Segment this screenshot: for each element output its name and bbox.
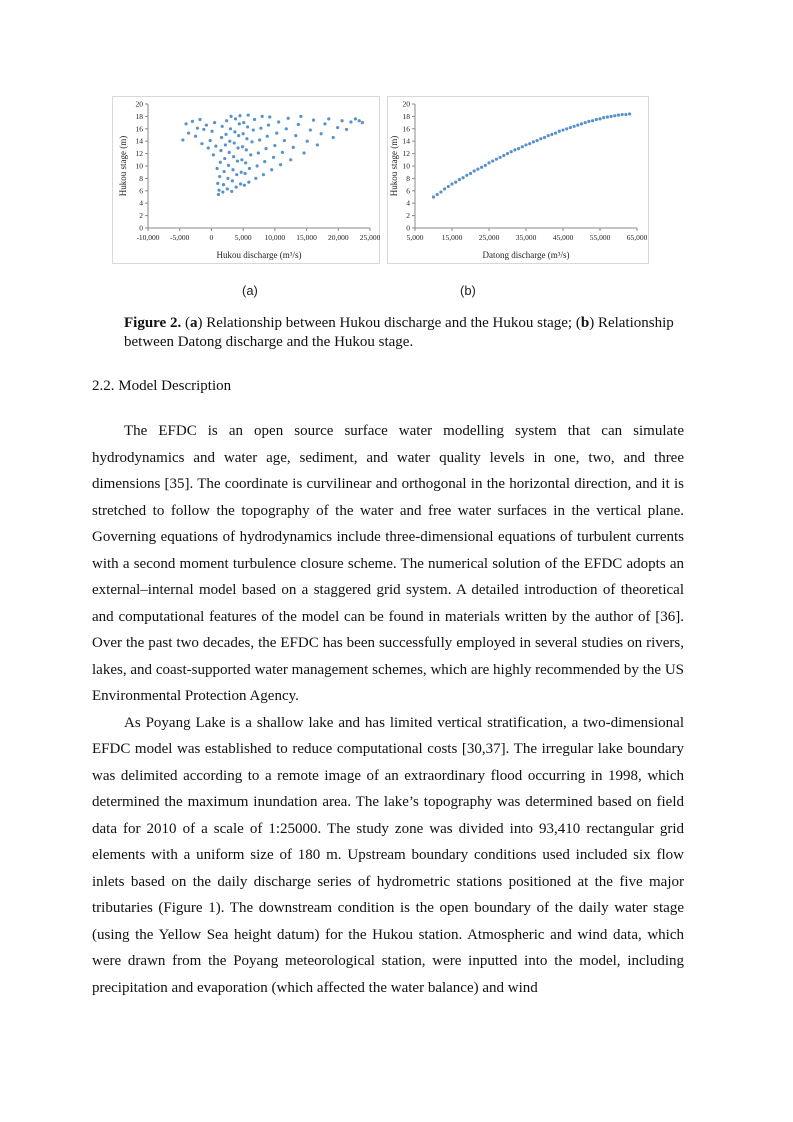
data-point bbox=[224, 133, 227, 136]
data-point bbox=[309, 128, 312, 131]
data-point bbox=[243, 184, 246, 187]
y-tick-label: 8 bbox=[139, 173, 143, 183]
data-point bbox=[264, 147, 267, 150]
data-point bbox=[228, 140, 231, 143]
data-point bbox=[244, 161, 247, 164]
data-point bbox=[569, 126, 572, 129]
data-point bbox=[573, 125, 576, 128]
sublabel-b: (b) bbox=[460, 283, 476, 298]
data-point bbox=[249, 153, 252, 156]
data-point bbox=[217, 193, 220, 196]
data-point bbox=[539, 137, 542, 140]
y-tick-label: 2 bbox=[406, 211, 410, 221]
data-point bbox=[191, 120, 194, 123]
data-point bbox=[316, 143, 319, 146]
y-tick-label: 18 bbox=[135, 111, 143, 121]
data-point bbox=[221, 125, 224, 128]
data-point bbox=[228, 151, 231, 154]
data-point bbox=[242, 121, 245, 124]
caption-label: Figure 2. bbox=[124, 315, 182, 331]
data-point bbox=[510, 150, 513, 153]
data-point bbox=[436, 193, 439, 196]
data-point bbox=[495, 158, 498, 161]
data-point bbox=[624, 113, 627, 116]
data-point bbox=[219, 161, 222, 164]
data-point bbox=[272, 156, 275, 159]
y-tick-label: 12 bbox=[402, 149, 410, 159]
data-point bbox=[361, 121, 364, 124]
data-point bbox=[236, 146, 239, 149]
data-point bbox=[202, 128, 205, 131]
x-tick-label: 5,000 bbox=[234, 233, 252, 242]
paragraph-1: The EFDC is an open source surface water modelling system that can simulate hydrodynamics and water age, sediment, and water quality levels in one, two, and three dimensions [35]. The coordinate is curvilinear and orthogonal in the horizontal direction, and it is stretched to follow the topography of the water and free water surfaces in the vertical plane. Governing equations of hydrodynamics include three-dimensional equations of turbulent currents with a second moment turbulence closure scheme. The numerical solution of the EFDC adopts an external–internal model based on a staggered grid system. A detailed introduction of theoretical and computational features of the model can be found in materials written by the author of [36]. Over the past two decades, the EFDC has been successfully employed in several studies on rivers, lakes, and coast-supported water management schemes, which are highly recommended by the US Environmental Protection Agency. bbox=[92, 423, 684, 704]
data-point bbox=[224, 143, 227, 146]
data-point bbox=[207, 146, 210, 149]
data-point bbox=[243, 172, 246, 175]
data-point bbox=[242, 132, 245, 135]
y-tick-label: 16 bbox=[135, 124, 143, 134]
data-point bbox=[345, 128, 348, 131]
data-point bbox=[323, 122, 326, 125]
data-point bbox=[292, 146, 295, 149]
data-point bbox=[233, 141, 236, 144]
data-point bbox=[226, 177, 229, 180]
y-tick-label: 20 bbox=[402, 99, 410, 109]
x-tick-label: 25,000 bbox=[478, 233, 500, 242]
data-point bbox=[279, 163, 282, 166]
chart-a bbox=[112, 96, 380, 264]
x-tick-label: 25,000 bbox=[359, 233, 380, 242]
data-point bbox=[198, 118, 201, 121]
data-point bbox=[232, 155, 235, 158]
data-point bbox=[358, 119, 361, 122]
caption-b: b bbox=[580, 315, 590, 331]
data-point bbox=[354, 117, 357, 120]
data-point bbox=[602, 116, 605, 119]
data-point bbox=[312, 119, 315, 122]
data-point bbox=[248, 167, 251, 170]
x-tick-label: 20,000 bbox=[327, 233, 349, 242]
data-point bbox=[212, 153, 215, 156]
data-point bbox=[263, 160, 266, 163]
data-point bbox=[480, 166, 483, 169]
data-point bbox=[227, 164, 230, 167]
axis-lines bbox=[148, 104, 370, 228]
data-point bbox=[245, 148, 248, 151]
data-point bbox=[484, 164, 487, 167]
y-tick-label: 0 bbox=[406, 223, 410, 233]
data-point bbox=[238, 114, 241, 117]
data-point bbox=[613, 114, 616, 117]
data-point bbox=[561, 128, 564, 131]
data-point bbox=[462, 176, 465, 179]
data-point bbox=[450, 182, 453, 185]
data-point bbox=[285, 127, 288, 130]
data-point bbox=[194, 135, 197, 138]
data-point bbox=[252, 128, 255, 131]
y-tick-label: 20 bbox=[135, 99, 143, 109]
x-tick-label: 65,000 bbox=[626, 233, 648, 242]
data-point bbox=[532, 140, 535, 143]
data-point bbox=[247, 114, 250, 117]
data-point bbox=[513, 148, 516, 151]
y-tick-label: 10 bbox=[402, 161, 410, 171]
data-point bbox=[281, 151, 284, 154]
y-tick-label: 6 bbox=[139, 186, 143, 196]
data-point bbox=[558, 130, 561, 133]
data-point bbox=[255, 164, 258, 167]
data-point bbox=[469, 172, 472, 175]
y-tick-label: 10 bbox=[135, 161, 143, 171]
data-point bbox=[213, 121, 216, 124]
data-point bbox=[294, 134, 297, 137]
data-point bbox=[225, 119, 228, 122]
data-point bbox=[196, 127, 199, 130]
data-point bbox=[235, 173, 238, 176]
data-point bbox=[268, 115, 271, 118]
data-point bbox=[336, 126, 339, 129]
y-tick-label: 16 bbox=[402, 124, 410, 134]
data-point bbox=[550, 133, 553, 136]
data-point bbox=[258, 138, 261, 141]
data-point bbox=[473, 169, 476, 172]
data-point bbox=[499, 156, 502, 159]
data-point bbox=[349, 120, 352, 123]
data-point bbox=[628, 112, 631, 115]
data-point bbox=[200, 142, 203, 145]
data-point bbox=[576, 123, 579, 126]
chart-b-svg bbox=[387, 96, 649, 264]
data-point bbox=[240, 171, 243, 174]
x-tick-label: -10,000 bbox=[136, 233, 160, 242]
data-point bbox=[487, 161, 490, 164]
y-tick-label: 6 bbox=[406, 186, 410, 196]
x-tick-label: 55,000 bbox=[589, 233, 611, 242]
data-point bbox=[332, 136, 335, 139]
y-tick-label: 2 bbox=[139, 211, 143, 221]
data-point bbox=[231, 168, 234, 171]
data-point bbox=[205, 123, 208, 126]
data-point bbox=[233, 130, 236, 133]
y-axis-label: Hukou stage (m) bbox=[118, 135, 128, 197]
data-point bbox=[598, 117, 601, 120]
data-point bbox=[447, 185, 450, 188]
x-axis-label: Hukou discharge (m³/s) bbox=[216, 250, 302, 260]
data-point bbox=[222, 183, 225, 186]
y-tick-label: 8 bbox=[406, 173, 410, 183]
data-point bbox=[617, 114, 620, 117]
x-tick-label: 35,000 bbox=[515, 233, 537, 242]
data-point bbox=[209, 139, 212, 142]
data-point bbox=[432, 195, 435, 198]
data-point bbox=[502, 154, 505, 157]
data-point bbox=[591, 119, 594, 122]
y-tick-label: 0 bbox=[139, 223, 143, 233]
y-tick-label: 18 bbox=[402, 111, 410, 121]
data-point bbox=[275, 132, 278, 135]
data-point bbox=[229, 115, 232, 118]
data-point bbox=[216, 167, 219, 170]
data-point bbox=[216, 182, 219, 185]
data-point bbox=[458, 178, 461, 181]
data-point bbox=[340, 119, 343, 122]
data-point bbox=[238, 122, 241, 125]
data-point bbox=[223, 157, 226, 160]
data-point bbox=[220, 136, 223, 139]
data-point bbox=[465, 174, 468, 177]
y-tick-label: 14 bbox=[135, 136, 143, 146]
x-axis-label: Datong discharge (m³/s) bbox=[482, 250, 570, 260]
data-point bbox=[253, 118, 256, 121]
data-point bbox=[231, 179, 234, 182]
data-point bbox=[266, 135, 269, 138]
data-point bbox=[506, 152, 509, 155]
x-tick-label: 15,000 bbox=[296, 233, 317, 242]
data-point bbox=[219, 149, 222, 152]
data-point bbox=[239, 182, 242, 185]
data-point bbox=[283, 139, 286, 142]
caption-part-1: ( bbox=[181, 315, 190, 331]
data-point bbox=[287, 117, 290, 120]
data-point bbox=[230, 190, 233, 193]
data-point bbox=[261, 115, 264, 118]
data-point bbox=[610, 115, 613, 118]
data-point bbox=[273, 144, 276, 147]
data-point bbox=[218, 175, 221, 178]
y-tick-label: 12 bbox=[135, 149, 143, 159]
x-tick-label: -5,000 bbox=[170, 233, 190, 242]
data-point bbox=[210, 130, 213, 133]
data-point bbox=[536, 139, 539, 142]
caption-part-3: ) Relationship between Datong discharge and the Hukou stage. bbox=[124, 315, 674, 350]
data-point bbox=[247, 181, 250, 184]
data-point bbox=[580, 122, 583, 125]
chart-b bbox=[387, 96, 649, 264]
data-point bbox=[306, 140, 309, 143]
data-point bbox=[543, 136, 546, 139]
data-point bbox=[229, 127, 232, 130]
caption-part-2: ) Relationship between Hukou discharge and the Hukou stage; ( bbox=[197, 315, 581, 331]
data-point bbox=[443, 187, 446, 190]
data-point bbox=[254, 177, 257, 180]
data-point bbox=[454, 181, 457, 184]
data-point bbox=[236, 159, 239, 162]
data-point bbox=[299, 115, 302, 118]
data-point bbox=[554, 132, 557, 135]
data-point bbox=[547, 134, 550, 137]
data-point bbox=[257, 151, 260, 154]
chart-a-svg bbox=[112, 96, 380, 264]
data-point bbox=[214, 145, 217, 148]
data-point bbox=[528, 142, 531, 145]
data-point bbox=[277, 120, 280, 123]
paragraph-2: As Poyang Lake is a shallow lake and has limited vertical stratification, a two-dimensional EFDC model was established to reduce computational costs [30,37]. The irregular lake boundary was delimited according to a remote image of an extraordinary flood occurring in 1998, which determined the maximum inundation area. The lake’s topography was determined based on field data for 2010 of a scale of 1:25000. The study zone was divided into 93,410 rectangular grid elements with a uniform size of 180 m. Upstream boundary conditions used included six flow inlets based on the daily discharge series of hydrometric stations positioned at the five major tributaries (Figure 1). The downstream condition is the open boundary of the daily water stage (using the Yellow Sea height datum) for the Hukou station. Atmospheric and wind data, which were drawn from the Poyang meteorological station, were inputted into the model, including precipitation and evaporation (which affected the water balance) and wind bbox=[92, 714, 684, 996]
data-point bbox=[584, 121, 587, 124]
data-point bbox=[524, 143, 527, 146]
data-point bbox=[439, 190, 442, 193]
data-point bbox=[270, 168, 273, 171]
x-tick-label: 45,000 bbox=[552, 233, 574, 242]
data-point bbox=[587, 120, 590, 123]
x-tick-label: 10,000 bbox=[264, 233, 286, 242]
x-tick-label: 0 bbox=[209, 233, 214, 242]
x-tick-label: 5,000 bbox=[406, 233, 424, 242]
y-tick-label: 4 bbox=[139, 198, 143, 208]
body-text bbox=[92, 418, 684, 1001]
data-point bbox=[235, 185, 238, 188]
caption-a: a bbox=[189, 315, 198, 331]
y-tick-label: 14 bbox=[402, 136, 410, 146]
data-point bbox=[245, 137, 248, 140]
data-point bbox=[217, 189, 220, 192]
data-point bbox=[297, 123, 300, 126]
data-point bbox=[320, 132, 323, 135]
data-point bbox=[302, 151, 305, 154]
data-point bbox=[181, 138, 184, 141]
x-tick-label: 15,000 bbox=[441, 233, 463, 242]
data-point bbox=[267, 123, 270, 126]
y-axis-label: Hukou stage (m) bbox=[389, 135, 399, 197]
data-point bbox=[237, 134, 240, 137]
data-point bbox=[246, 125, 249, 128]
data-point bbox=[621, 113, 624, 116]
data-point bbox=[187, 132, 190, 135]
data-point bbox=[241, 145, 244, 148]
data-point bbox=[184, 122, 187, 125]
data-point bbox=[234, 117, 237, 120]
data-point bbox=[521, 145, 524, 148]
section-heading: 2.2. Model Description bbox=[92, 378, 232, 394]
data-point bbox=[476, 168, 479, 171]
sublabel-a: (a) bbox=[242, 283, 258, 298]
data-point bbox=[250, 140, 253, 143]
data-point bbox=[289, 158, 292, 161]
data-point bbox=[223, 170, 226, 173]
data-point bbox=[517, 147, 520, 150]
data-point bbox=[606, 115, 609, 118]
data-point bbox=[327, 117, 330, 120]
y-tick-label: 4 bbox=[406, 198, 410, 208]
data-point bbox=[491, 159, 494, 162]
data-point bbox=[259, 127, 262, 130]
data-point bbox=[565, 127, 568, 130]
data-point bbox=[262, 173, 265, 176]
figure-caption bbox=[124, 314, 684, 352]
data-point bbox=[226, 187, 229, 190]
axis-lines bbox=[415, 104, 637, 228]
data-point bbox=[240, 158, 243, 161]
data-point bbox=[221, 190, 224, 193]
data-point bbox=[595, 118, 598, 121]
